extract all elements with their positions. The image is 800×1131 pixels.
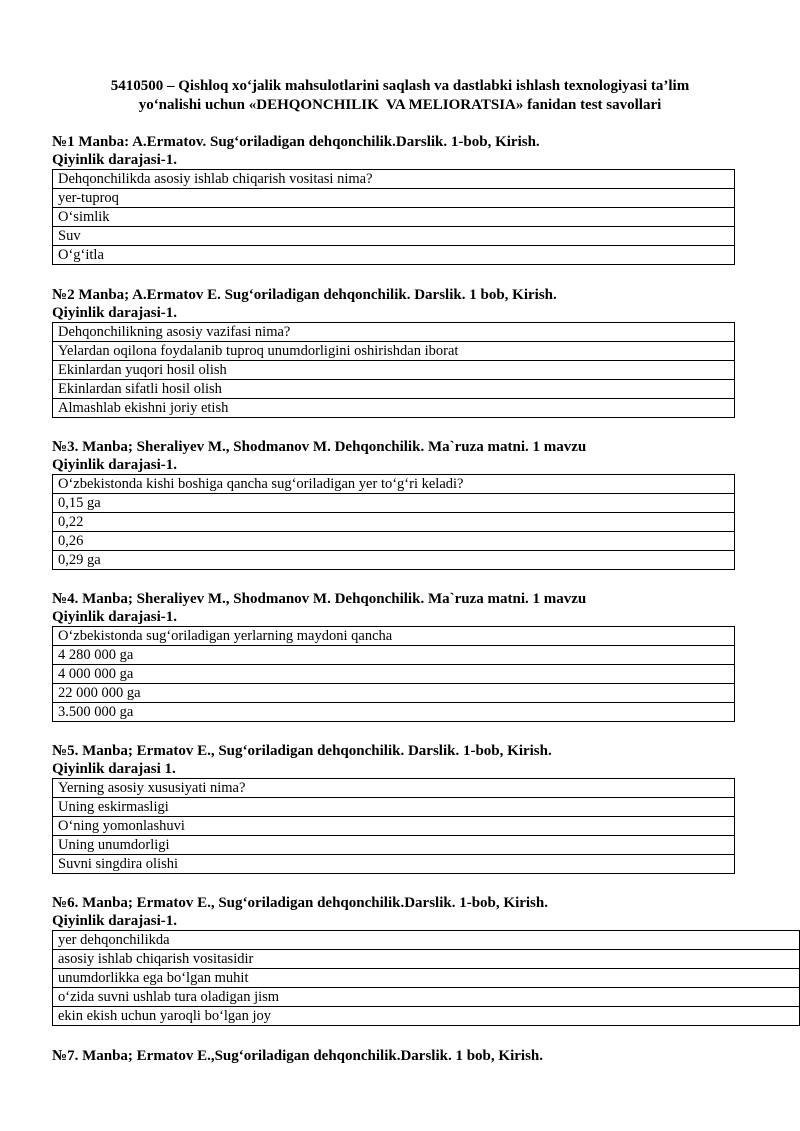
answer-option-row	[53, 513, 735, 532]
question-source: №6. Manba; Ermatov E., Sug‘oriladigan dehqonchilik.Darslik. 1-bob, Kirish.	[52, 895, 548, 911]
difficulty-level: Qiyinlik darajasi-1.	[52, 913, 178, 929]
answer-option-row	[53, 703, 735, 722]
question-source: №4. Manba; Sheraliyev M., Shodmanov M. Dehqonchilik. Ma`ruza matni. 1 mavzu	[52, 591, 587, 607]
answer-option-row	[53, 684, 735, 703]
question-row	[53, 931, 800, 950]
answer-option-row	[53, 855, 735, 874]
answer-option: O‘ning yomonlashuvi	[53, 817, 735, 836]
question-table	[52, 474, 735, 570]
answer-option-row	[53, 399, 735, 418]
difficulty-level: Qiyinlik darajasi 1.	[52, 761, 176, 777]
question-block-3	[52, 438, 735, 570]
answer-option: Ekinlardan sifatli hosil olish	[53, 380, 735, 399]
question-text: O‘zbekistonda kishi boshiga qancha sug‘oriladigan yer to‘g‘ri keladi?	[53, 475, 735, 494]
answer-option: 22 000 000 ga	[53, 684, 735, 703]
answer-option: 0,15 ga	[53, 494, 735, 513]
question-row	[53, 627, 735, 646]
answer-option: Ekinlardan yuqori hosil olish	[53, 361, 735, 380]
answer-option: O‘simlik	[53, 208, 735, 227]
answer-option-row	[53, 950, 800, 969]
answer-option: unumdorlikka ega bo‘lgan muhit	[53, 969, 800, 988]
question-row	[53, 779, 735, 798]
answer-option-row	[53, 665, 735, 684]
difficulty-level: Qiyinlik darajasi-1.	[52, 305, 178, 321]
answer-option-row	[53, 646, 735, 665]
title-line-2: yo‘nalishi uchun «DEHQONCHILIK VA MELIORATSIA» fanidan test savollari	[138, 97, 662, 113]
answer-option-row	[53, 208, 735, 227]
answer-option: O‘g‘itla	[53, 246, 735, 265]
answer-option: o‘zida suvni ushlab tura oladigan jism	[53, 988, 800, 1007]
answer-option-row	[53, 227, 735, 246]
answer-option: Suv	[53, 227, 735, 246]
question-source: №7. Manba; Ermatov E.,Sug‘oriladigan dehqonchilik.Darslik. 1 bob, Kirish.	[52, 1048, 543, 1064]
answer-option: Almashlab ekishni joriy etish	[53, 399, 735, 418]
answer-option: ekin ekish uchun yaroqli bo‘lgan joy	[53, 1007, 800, 1026]
difficulty-level: Qiyinlik darajasi-1.	[52, 152, 178, 168]
answer-option: Uning unumdorligi	[53, 836, 735, 855]
answer-option-row	[53, 551, 735, 570]
title-line-1: 5410500 – Qishloq xo‘jalik mahsulotlarini saqlash va dastlabki ishlash texnologiyasi ta’lim	[110, 78, 690, 94]
question-table	[52, 930, 800, 1026]
question-source: №1 Manba: A.Ermatov. Sug‘oriladigan dehqonchilik.Darslik. 1-bob, Kirish.	[52, 134, 540, 150]
answer-option-row	[53, 969, 800, 988]
answer-option: 3.500 000 ga	[53, 703, 735, 722]
answer-option-row	[53, 494, 735, 513]
answer-option: 0,22	[53, 513, 735, 532]
question-text: Dehqonchilikda asosiy ishlab chiqarish vositasi nima?	[53, 170, 735, 189]
difficulty-level: Qiyinlik darajasi-1.	[52, 457, 178, 473]
answer-option-row	[53, 1007, 800, 1026]
answer-option-row	[53, 836, 735, 855]
question-text: yer dehqonchilikda	[53, 931, 800, 950]
answer-option-row	[53, 532, 735, 551]
answer-option: 4 000 000 ga	[53, 665, 735, 684]
difficulty-level: Qiyinlik darajasi-1.	[52, 609, 178, 625]
answer-option: 4 280 000 ga	[53, 646, 735, 665]
question-row	[53, 323, 735, 342]
question-row	[53, 475, 735, 494]
question-block-1	[52, 133, 735, 265]
answer-option: 0,29 ga	[53, 551, 735, 570]
answer-option-row	[53, 798, 735, 817]
answer-option: asosiy ishlab chiqarish vositasidir	[53, 950, 800, 969]
question-row	[53, 170, 735, 189]
question-table	[52, 322, 735, 418]
question-source: №5. Manba; Ermatov E., Sug‘oriladigan dehqonchilik. Darslik. 1-bob, Kirish.	[52, 743, 552, 759]
question-block-7	[52, 1047, 543, 1065]
question-block-5	[52, 742, 735, 874]
question-block-4	[52, 590, 735, 722]
answer-option-row	[53, 988, 800, 1007]
answer-option-row	[53, 361, 735, 380]
answer-option: yer-tuproq	[53, 189, 735, 208]
answer-option: Suvni singdira olishi	[53, 855, 735, 874]
answer-option-row	[53, 342, 735, 361]
question-text: Yerning asosiy xususiyati nima?	[53, 779, 735, 798]
answer-option-row	[53, 817, 735, 836]
answer-option: 0,26	[53, 532, 735, 551]
question-table	[52, 169, 735, 265]
question-text: Dehqonchilikning asosiy vazifasi nima?	[53, 323, 735, 342]
answer-option-row	[53, 380, 735, 399]
answer-option: Uning eskirmasligi	[53, 798, 735, 817]
answer-option: Yelardan oqilona foydalanib tuproq unumdorligini oshirishdan iborat	[53, 342, 735, 361]
question-source: №2 Manba; A.Ermatov E. Sug‘oriladigan dehqonchilik. Darslik. 1 bob, Kirish.	[52, 287, 557, 303]
question-text: O‘zbekistonda sug‘oriladigan yerlarning maydoni qancha	[53, 627, 735, 646]
answer-option-row	[53, 246, 735, 265]
document-title	[60, 77, 740, 115]
question-source: №3. Manba; Sheraliyev M., Shodmanov M. Dehqonchilik. Ma`ruza matni. 1 mavzu	[52, 439, 587, 455]
question-block-2	[52, 286, 735, 418]
question-table	[52, 626, 735, 722]
question-block-6	[52, 894, 800, 1026]
answer-option-row	[53, 189, 735, 208]
question-table	[52, 778, 735, 874]
